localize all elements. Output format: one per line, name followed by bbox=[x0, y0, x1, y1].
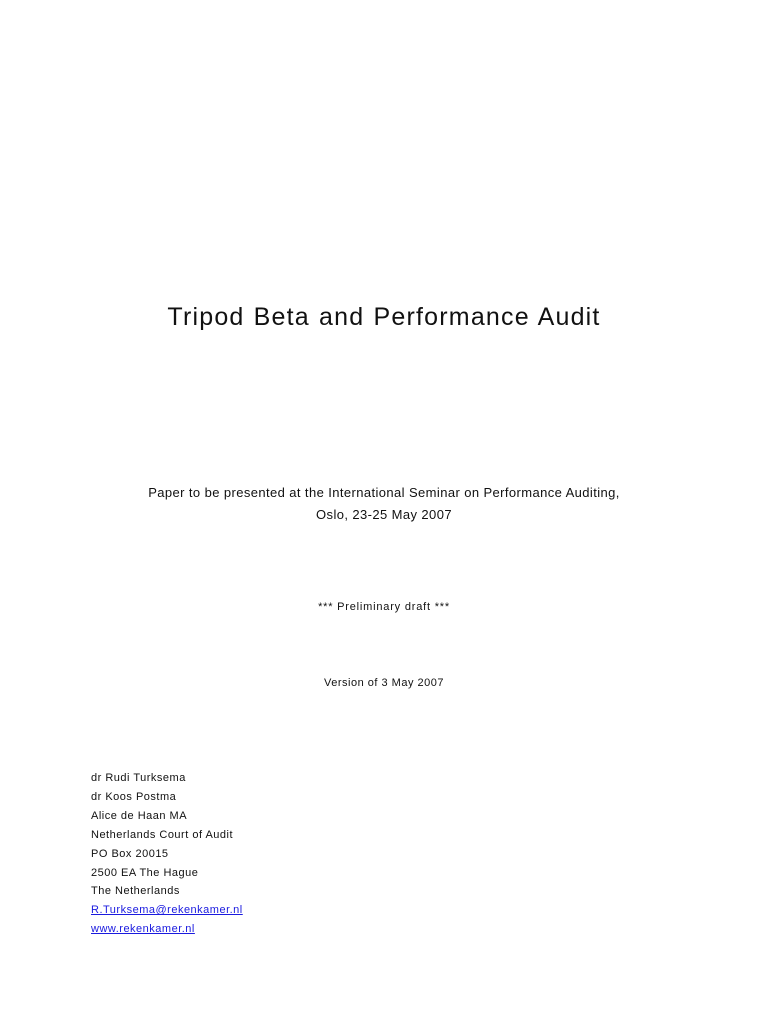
email-link[interactable]: R.Turksema@rekenkamer.nl bbox=[91, 904, 243, 917]
address-line: 2500 EA The Hague bbox=[91, 866, 199, 879]
address-line: The Netherlands bbox=[91, 885, 180, 898]
address-line: Netherlands Court of Audit bbox=[91, 828, 234, 841]
website-link[interactable]: www.rekenkamer.nl bbox=[91, 923, 195, 936]
author-name: dr Rudi Turksema bbox=[91, 772, 186, 784]
subtitle-line: Oslo, 23-25 May 2007 bbox=[316, 507, 452, 522]
subtitle-line: Paper to be presented at the International Seminar on Performance Auditing, bbox=[148, 485, 620, 500]
author-block bbox=[91, 769, 243, 939]
author-name: dr Koos Postma bbox=[91, 790, 177, 803]
document-title: Tripod Beta and Performance Audit bbox=[167, 303, 601, 331]
author-name: Alice de Haan MA bbox=[91, 809, 188, 822]
draft-note: *** Preliminary draft *** bbox=[318, 601, 450, 613]
version-note: Version of 3 May 2007 bbox=[324, 677, 444, 689]
subtitle bbox=[0, 482, 768, 526]
address-line: PO Box 20015 bbox=[91, 847, 169, 860]
